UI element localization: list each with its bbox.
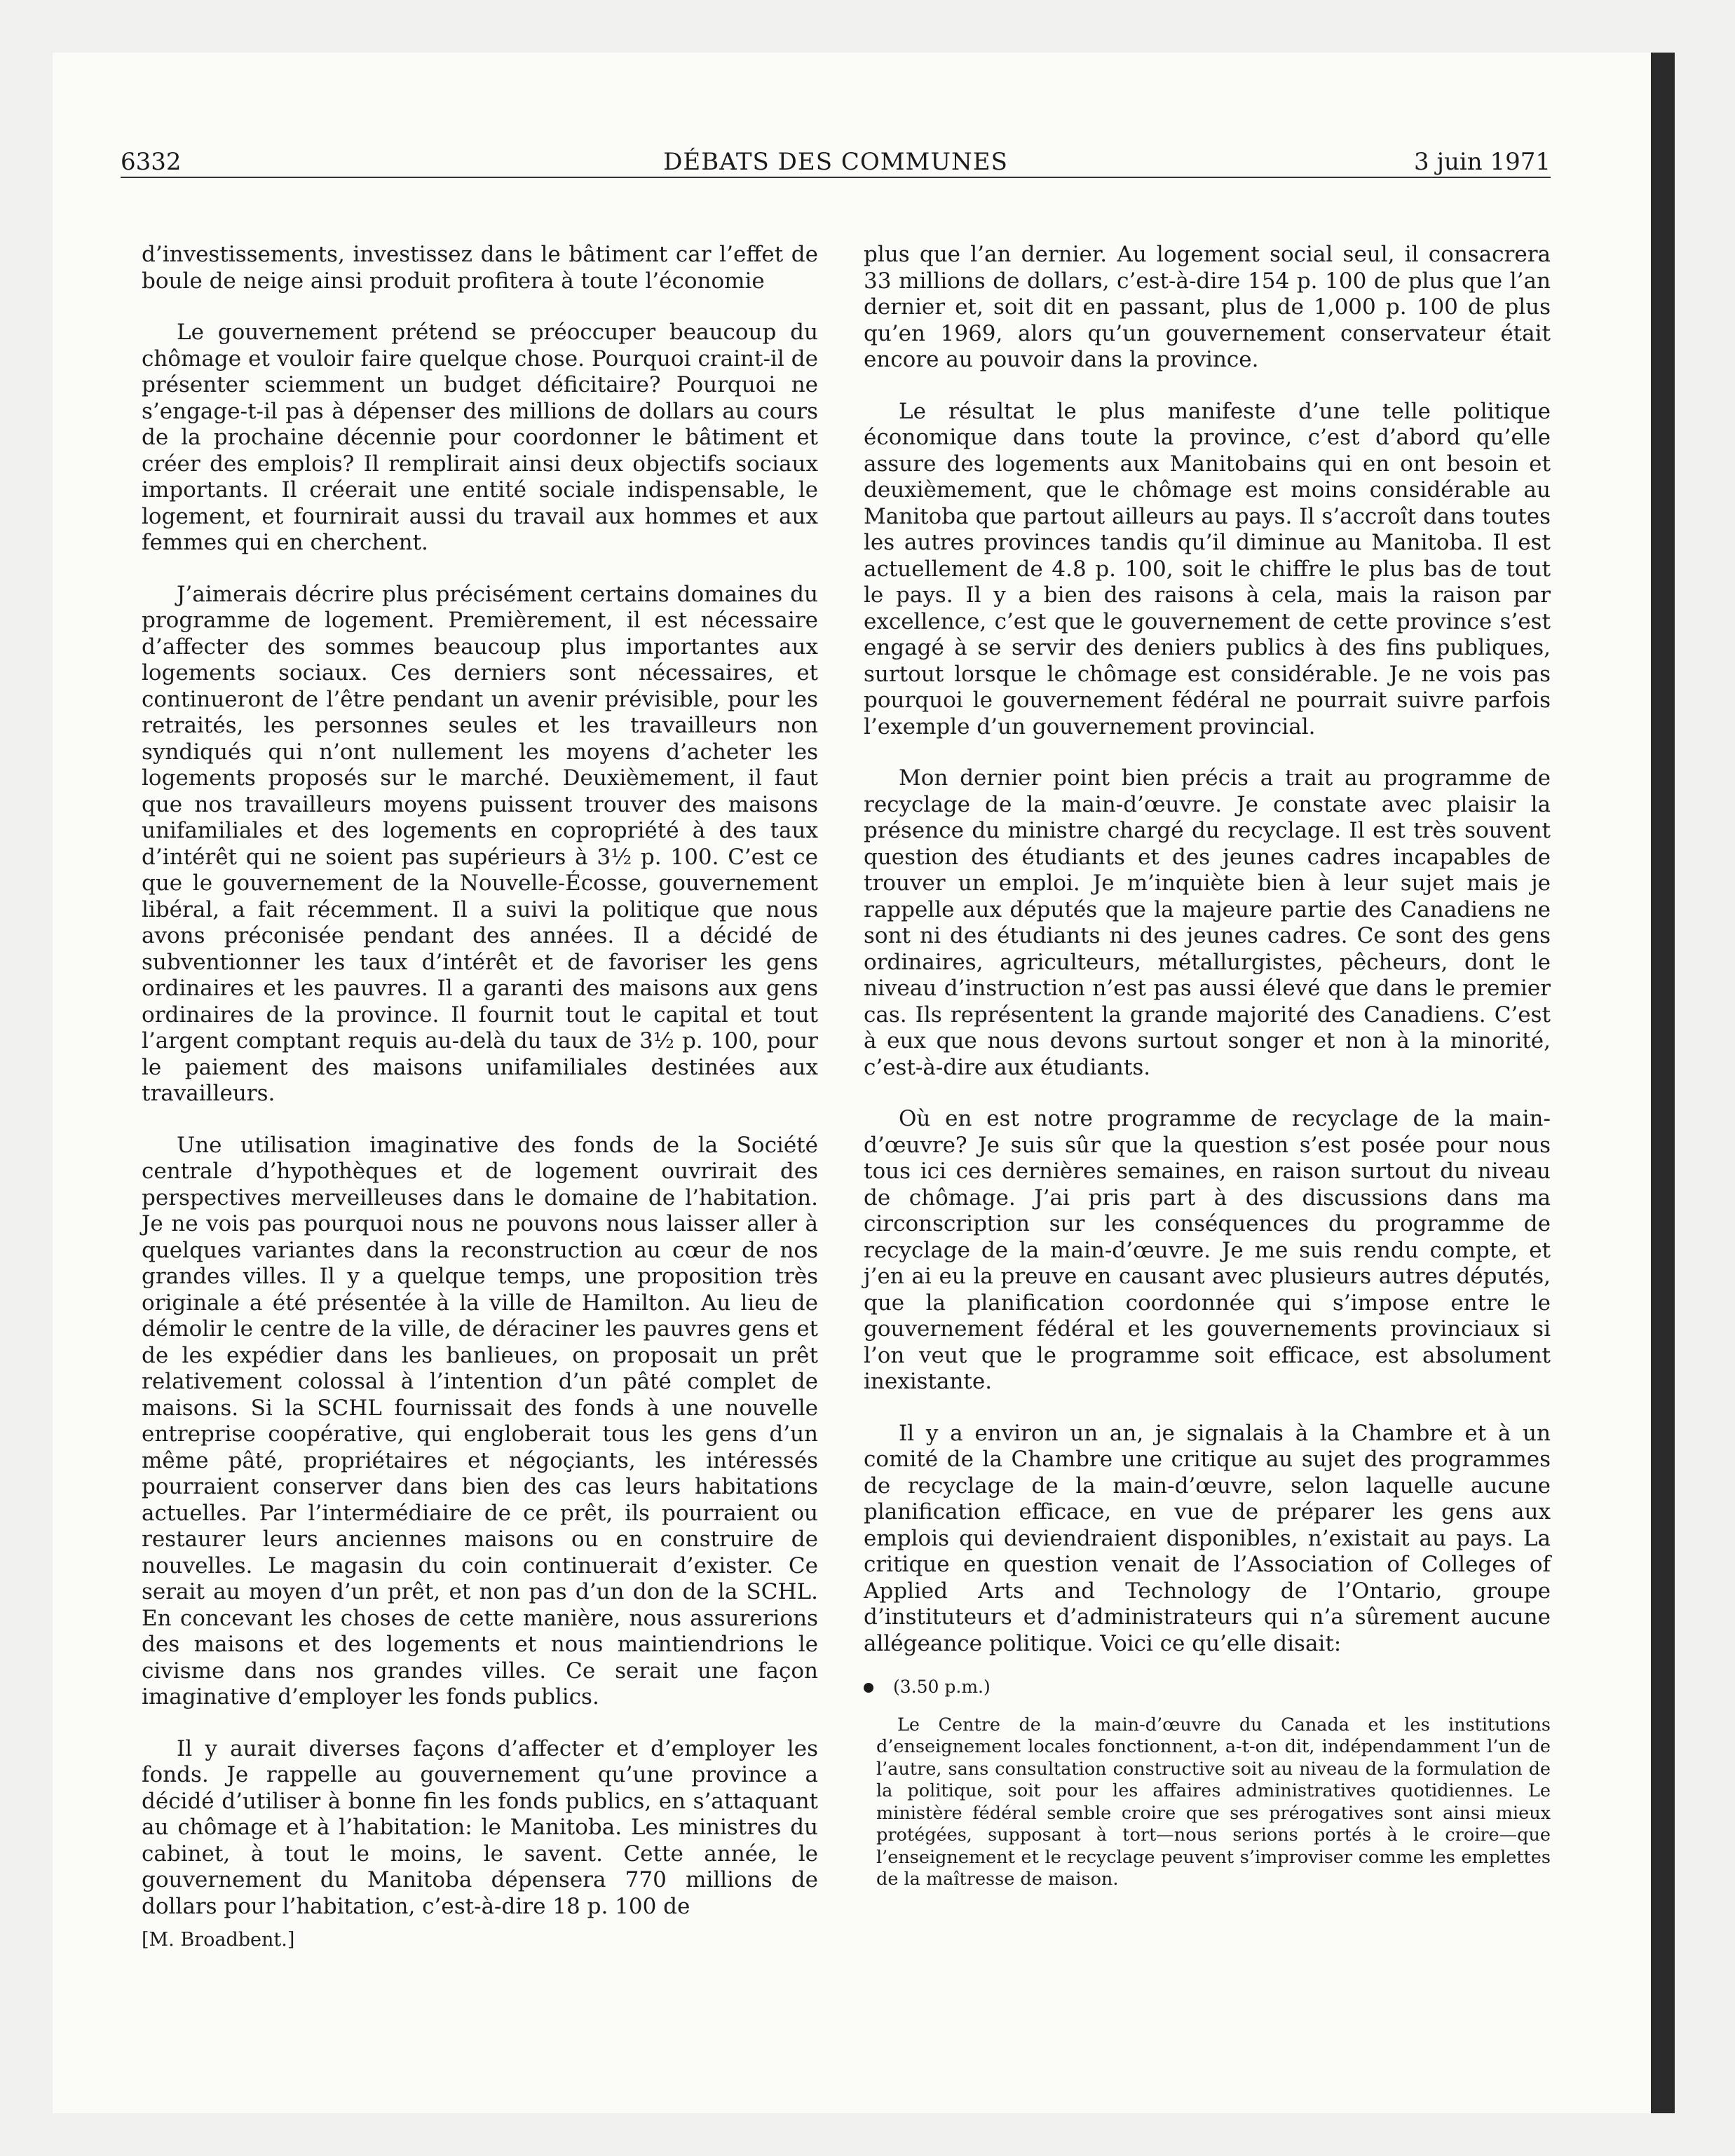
paragraph: Le résultat le plus manifeste d’une telle politique économique dans toute la province, c’est d’abord qu’elle assure des logements aux Manitobains qui en ont besoin et deuxièmement, que le chômage est moins considérable au Manitoba que partout ailleurs au pays. Il s’accroît dans toutes les autres provinces tandis qu’il diminue au Manitoba. Il est actuellement de 4.8 p. 100, soit le chiffre le plus bas de tout le pays. Il y a bien des raisons à cela, mais la raison par excellence, c’est que le gouvernement de cette province s’est engagé à se servir des deniers publics à des fins publiques, surtout lorsque le chômage est considérable. Je ne vois pas pourquoi le gouvernement fédéral ne pourrait suivre parfois l’exemple d’un gouvernement provincial. <box>864 398 1551 739</box>
left-column <box>142 242 818 1979</box>
paragraph: Il y aurait diverses façons d’affecter et d’employer les fonds. Je rappelle au gouvernement qu’une province a décidé d’utiliser à bonne fin les fonds publics, en s’attaquant au chômage et à l’habitation: le Manitoba. Les ministres du cabinet, à tout le moins, le savent. Cette année, le gouvernement du Manitoba dépensera 770 millions de dollars pour l’habitation, c’est-à-dire 18 p. 100 de <box>142 1735 818 1919</box>
header-date: 3 juin 1971 <box>1414 148 1551 176</box>
paragraph: Une utilisation imaginative des fonds de la Société centrale d’hypothèques et de logement ouvrirait des perspectives merveilleuses dans le domaine de l’habitation. Je ne vois pas pourquoi nous ne pouvons nous laisser aller à quelques variantes dans la reconstruction au cœur de nos grandes villes. Il y a quelque temps, une proposition très originale a été présentée à la ville de Hamilton. Au lieu de démolir le centre de la ville, de déraciner les pauvres gens et de les expédier dans les banlieues, on proposait un prêt relativement colossal à l’intention d’un pâté complet de maisons. Si la SCHL fournissait des fonds à une nouvelle entreprise coopérative, qui engloberait tous les gens d’un même pâté, propriétaires et négoçiants, les intéressés pourraient conserver dans bien des cas leurs habitations actuelles. Par l’intermédiaire de ce prêt, ils pourraient ou restaurer leurs anciennes maisons ou en construire de nouvelles. Le magasin du coin continuerait d’exister. Ce serait au moyen d’un prêt, et non pas d’un don de la SCHL. En concevant les choses de cette manière, nous assurerions des maisons et des logements et nous maintiendrions le civisme dans nos grandes villes. Ce serait une façon imaginative d’employer les fonds publics. <box>142 1132 818 1710</box>
paragraph: Le gouvernement prétend se préoccuper beaucoup du chômage et vouloir faire quelque chose. Pourquoi craint-il de présenter sciemment un budget déficitaire? Pourquoi ne s’engage-t-il pas à dépenser des millions de dollars au cours de la prochaine décennie pour coordonner le bâtiment et créer des emplois? Il remplirait ainsi deux objectifs sociaux importants. Il créerait une entité sociale indispensable, le logement, et fournirait aussi du travail aux hommes et aux femmes qui en cherchent. <box>142 320 818 555</box>
paragraph: J’aimerais décrire plus précisément certains domaines du programme de logement. Premièrement, il est nécessaire d’affecter des sommes beaucoup plus importantes aux logements sociaux. Ces derniers sont nécessaires, et continueront de l’être pendant un avenir prévisible, pour les retraités, les personnes seules et les travailleurs non syndiqués qui n’ont nullement les moyens d’acheter les logements proposés sur le marché. Deuxièmement, il faut que nos travailleurs moyens puissent trouver des maisons unifamiliales et des logements en copropriété à des taux d’intérêt qui ne soient pas supérieurs à 3½ p. 100. C’est ce que le gouvernement de la Nouvelle-Écosse, gouvernement libéral, a fait récemment. Il a suivi la politique que nous avons préconisée pendant des années. Il a décidé de subventionner les taux d’intérêt et de favoriser les gens ordinaires et les pauvres. Il a garanti des maisons aux gens ordinaires de la province. Il fournit tout le capital et tout l’argent comptant requis au-delà du taux de 3½ p. 100, pour le paiement des maisons unifamiliales destinées aux travailleurs. <box>142 581 818 1106</box>
right-column <box>864 242 1551 1891</box>
paragraph: plus que l’an dernier. Au logement social seul, il consacrera 33 millions de dollars, c’est-à-dire 154 p. 100 de plus que l’an dernier et, soit dit en passant, plus de 1,000 p. 100 de plus qu’en 1969, alors qu’un gouvernement conservateur était encore au pouvoir dans la province. <box>864 242 1551 372</box>
block-quote: Le Centre de la main-d’œuvre du Canada et les institutions d’enseignement locales fonctionnent, a-t-on dit, indépendamment l’un de l’autre, sans consultation constructive soit au niveau de la formulation de la politique, soit pour les affaires administratives quotidiennes. Le ministère fédéral semble croire que ses prérogatives sont ainsi mieux protégées, supposant à tort—nous serions portés à le croire—que l’enseignement et le recyclage peuvent s’improviser comme les emplettes de la maîtresse de maison. <box>876 1714 1551 1890</box>
timestamp <box>864 1674 1551 1700</box>
paragraph: Où en est notre programme de recyclage de la main-d’œuvre? Je suis sûr que la question s’est posée pour nous tous ici ces dernières semaines, en raison surtout du niveau de chômage. J’ai pris part à des discussions dans ma circonscription sur les conséquences du programme de recyclage de la main-d’œuvre. Je me suis rendu compte, et j’en ai eu la preuve en causant avec plusieurs autres députés, que la planification coordonnée qui s’impose entre le gouvernement fédéral et les gouvernements provinciaux si l’on veut que le programme soit efficace, est absolument inexistante. <box>864 1106 1551 1394</box>
scan-edge-strip <box>1651 53 1675 2113</box>
page-number: 6332 <box>121 148 182 176</box>
speaker-attribution: [M. Broadbent.] <box>142 1929 295 1951</box>
paragraph: Il y a environ un an, je signalais à la Chambre et à un comité de la Chambre une critique au sujet des programmes de recyclage de la main-d’œuvre, selon laquelle aucune planification efficace, en vue de préparer les gens aux emplois qui deviendraient disponibles, n’existait au pays. La critique en question venait de l’Association of Colleges of Applied Arts and Technology de l’Ontario, groupe d’instituteurs et d’administrateurs qui n’a sûrement aucune allégeance politique. Voici ce qu’elle disait: <box>864 1420 1551 1656</box>
timestamp-text: (3.50 p.m.) <box>893 1677 991 1697</box>
paragraph: d’investissements, investissez dans le bâtiment car l’effet de boule de neige ainsi produit profitera à toute l’économie <box>142 242 818 294</box>
bullet-icon <box>864 1683 873 1693</box>
header-title: DÉBATS DES COMMUNES <box>663 148 1008 176</box>
header-rule <box>121 177 1551 178</box>
paragraph: Mon dernier point bien précis a trait au programme de recyclage de la main-d’œuvre. Je constate avec plaisir la présence du ministre chargé du recyclage. Il est très souvent question des étudiants et des jeunes cadres incapables de trouver un emploi. Je m’inquiète bien à leur sujet mais je rappelle aux députés que la majeure partie des Canadiens ne sont ni des étudiants ni des jeunes cadres. Ce sont des gens ordinaires, agriculteurs, métallurgistes, pêcheurs, dont le niveau d’instruction n’est pas aussi élevé que dans le premier cas. Ils représentent la grande majorité des Canadiens. C’est à eux que nous devons surtout songer et non à la minorité, c’est-à-dire aux étudiants. <box>864 765 1551 1080</box>
page-header <box>121 144 1551 180</box>
